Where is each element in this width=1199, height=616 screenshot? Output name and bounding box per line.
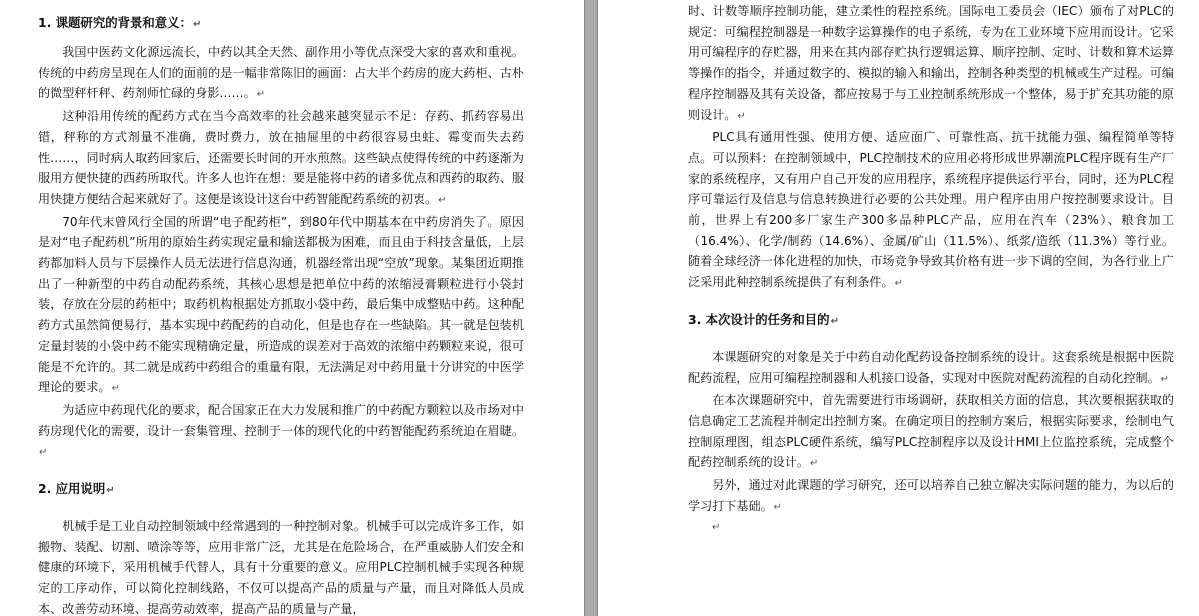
paragraph: 70年代末曾风行全国的所谓“电子配药柜”，到80年代中期基本在中药房消失了。原因是对“电子配药机”所用的原始生药实现定量和输送都极为困难，而且由于科技含量低，上层药都加料人员与下层操作人员无法进行信息沟通，机器经常出现“空放”现象。某集团近期推出了一种新型的中药自动配药系统，其核心思想是把单位中药的浓缩浸膏颗粒进行小袋封装，存放在分层的药柜中；取药机构根据处方抓取小袋中药，最后集中成整贴中药。这种配药方式虽然简便易行，基本实现中药配药的自动化，但是也存在一些缺陷。其一就是包装机定量封装的小袋中药不能实现精确定量，所造成的误差对于高效的浓缩中药颗粒来说，很可能是不允许的。其二就是成药中药组合的重量有限，无法满足对中药用量十分讲究的中医学理论的要求。↵	[38, 214, 524, 395]
section-heading-application: 2. 应用说明↵	[38, 481, 115, 497]
paragraph-mark: ↵	[894, 278, 903, 290]
paragraph: 在本次课题研究中，首先需要进行市场调研，获取相关方面的信息，其次要根据获取的信息确定工艺流程并制定出控制方案。在确定项目的控制方案后，根据实际要求，绘制电气控制原理图，组态PLC硬件系统，编写PLC控制程序以及设计HMI上位监控系统，完成整个配药控制系统的设计。↵	[688, 393, 1174, 470]
paragraph-mark: ↵	[712, 522, 721, 534]
section-heading-background: 1. 课题研究的背景和意义：↵	[38, 15, 202, 30]
paragraph-mark: ↵	[809, 458, 819, 470]
paragraph-mark: ↵	[438, 194, 447, 206]
section-heading-tasks: 3. 本次设计的任务和目的↵	[688, 311, 839, 327]
paragraph: 这种沿用传统的配药方式在当今高效率的社会越来越突显示不足：存药、抓药容易出错，秤称的方式剂量不准确，费时费力，放在抽屉里的中药很容易虫蛀、霉变而失去药性……，同时病人取药回家后，还需要长时间的开水煎熬。这些缺点使得传统的中药逐渐为服用方便快捷的西药所取代。许多人也许在想：要是能将中药的诸多优点和西药的取药、服用快捷方便结合起来就好了。这便是该设计这台中药智能配药系统的初衷。↵	[38, 109, 524, 206]
page-left-content	[38, 12, 524, 616]
paragraph-mark: ↵	[39, 447, 48, 459]
paragraph: 另外，通过对此课题的学习研究，还可以培养自己独立解决实际问题的能力，为以后的学习打下基础。↵	[688, 478, 1174, 513]
paragraph-mark: ↵	[773, 501, 783, 513]
paragraph: 为适应中药现代化的要求，配合国家正在大力发展和推广的中药配方颗粒以及市场对中药房现代化的需要，设计一套集管理、控制于一体的现代化的中药智能配药系统迫在眉睫。↵	[38, 402, 524, 459]
paragraph: 本课题研究的对象是关于中药自动化配药设备控制系统的设计。这套系统是根据中医院配药流程，应用可编程控制器和人机接口设备，实现对中医院对配药流程的自动化控制。↵	[688, 349, 1174, 385]
paragraph-mark: ↵	[111, 383, 120, 395]
paragraph-mark: ↵	[1160, 373, 1170, 385]
paragraph: 我国中医药文化源远流长，中药以其全天然、副作用小等优点深受大家的喜欢和重视。传统的中药房呈现在人们的面前的是一幅非常陈旧的画面：占大半个药房的庞大药柜、古朴的微型秤杆秤、药剂师忙碌的身影……。↵	[38, 45, 524, 101]
paragraph: 机械手是工业自动控制领域中经常遇到的一种控制对象。机械手可以完成许多工作，如搬物、装配、切割、喷涂等等，应用非常广泛，尤其是在危险场合，在严重威胁人们安全和健康的环境下，采用机械手代替人，具有十分重要的意义。应用PLC控制机械手实现各种规定的工序动作，可以简化控制线路，不仅可以提高产品的质量与产量，而且对降低人员成本、改善劳动环境、提高劳动效率，提高产品的质量与产量，	[38, 519, 524, 616]
document-page-right	[598, 0, 1199, 616]
paragraph-mark: ↵	[256, 89, 266, 101]
page-gap	[584, 0, 598, 616]
paragraph: PLC具有通用性强、使用方便、适应面广、可靠性高、抗干扰能力强、编程简单等特点。可以预料：在控制领域中，PLC控制技术的应用必将形成世界潮流PLC程序既有生产厂家的系统程序，又有用户自己开发的应用程序，系统程序提供运行平台，同时，还为PLC程序可靠运行及信息与信息转换进行必要的公共处理。用户程序由用户按控制要求设计。目前，世界上有200多厂家生产300多品种PLC产品，应用在汽车（23%）、粮食加工（16.4%）、化学/制药（14.6%）、金属/矿山（11.5%）、纸浆/造纸（11.3%）等行业。随着全球经济一体化进程的加快，市场竞争导致其价格有进一步下调的空间，为各行业上广泛采用此种控制系统提供了有利条件。↵	[688, 130, 1174, 290]
paragraph-mark: ↵	[106, 485, 115, 497]
paragraph-mark: ↵	[737, 110, 746, 122]
paragraph-continued: 时、计数等顺序控制功能，建立柔性的程控系统。国际电工委员会（IEC）颁布了对PLC的规定：可编程控制器是一种数字运算操作的电子系统，专为在工业环境下应用而设计。它采用可编程序的存贮器，用来在其内部存贮执行逻辑运算、顺序控制、定时、计数和算术运算等操作的指令，并通过数字的、模拟的输入和输出，控制各种类型的机械或生产过程。可编程序控制器及其有关设备，都应按易于与工业控制系统形成一个整体，易于扩充其功能的原则设计。↵	[688, 4, 1174, 122]
page-right-content	[688, 1, 1174, 538]
paragraph-mark: ↵	[192, 19, 202, 30]
paragraph-mark: ↵	[830, 315, 839, 327]
document-page-left	[0, 0, 584, 616]
